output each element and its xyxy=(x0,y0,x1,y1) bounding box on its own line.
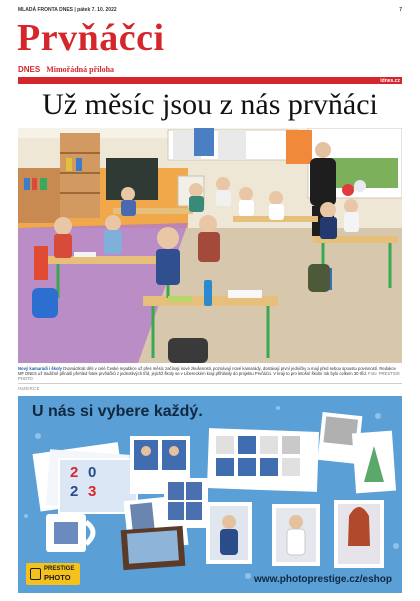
camera-icon xyxy=(30,568,41,580)
calendar-digits xyxy=(68,464,132,504)
logo-line2: PHOTO xyxy=(44,573,71,582)
page-number: 7 xyxy=(399,7,402,13)
caption-credit: Foto: PRESTIGE PHOTO xyxy=(18,371,400,382)
calendar-digit: 2 xyxy=(70,483,79,500)
photo-caption xyxy=(18,366,402,382)
supplement-brand: DNES xyxy=(18,65,41,74)
masthead-title: Prvňáčci xyxy=(17,17,165,59)
site-link[interactable]: idnes.cz xyxy=(380,77,400,84)
supplement-label xyxy=(18,65,114,74)
calendar-digit: 2 xyxy=(70,464,79,481)
red-section-bar xyxy=(18,77,402,84)
calendar-digit: 3 xyxy=(88,483,97,500)
prestige-photo-logo[interactable] xyxy=(26,563,80,585)
classroom-photo xyxy=(18,128,402,363)
page-headline: Už měsíc jsou z nás prvňáci xyxy=(42,88,378,121)
caption-body: Dvanáctkrát děti v celé České republice už přes měsíc začínají nové zkušenosti, poznávají nové kamarády, dostávají první jedničky a mají před sebou spoustu povinností. Redakce MF DNES už tradičně přináší přehled fotek prvňáčků z jednotlivých tříd, jejichž školy se v Libereckém kraji přihlásily do projektu Prvňáčci. V kraji to pro letošní školní rok bylo celkem 30 tříd. xyxy=(18,366,396,377)
ad-headline: U nás si vybere každý. xyxy=(32,403,203,420)
classroom-photo-illustration xyxy=(18,128,402,363)
calendar-digit: 0 xyxy=(88,464,97,481)
photo-prestige-ad[interactable] xyxy=(18,396,402,593)
logo-line1: PRESTIGE xyxy=(44,566,75,572)
advertisement-label: INZERCE xyxy=(18,386,40,391)
caption-lead: Nový kamarádi i školy xyxy=(18,366,62,371)
section-divider xyxy=(18,383,402,384)
ad-eshop-link[interactable]: www.photoprestige.cz/eshop xyxy=(254,574,392,585)
issue-date: MLADÁ FRONTA DNES | pátek 7. 10. 2022 xyxy=(18,7,117,13)
supplement-name: Mimořádná příloha xyxy=(46,65,115,74)
